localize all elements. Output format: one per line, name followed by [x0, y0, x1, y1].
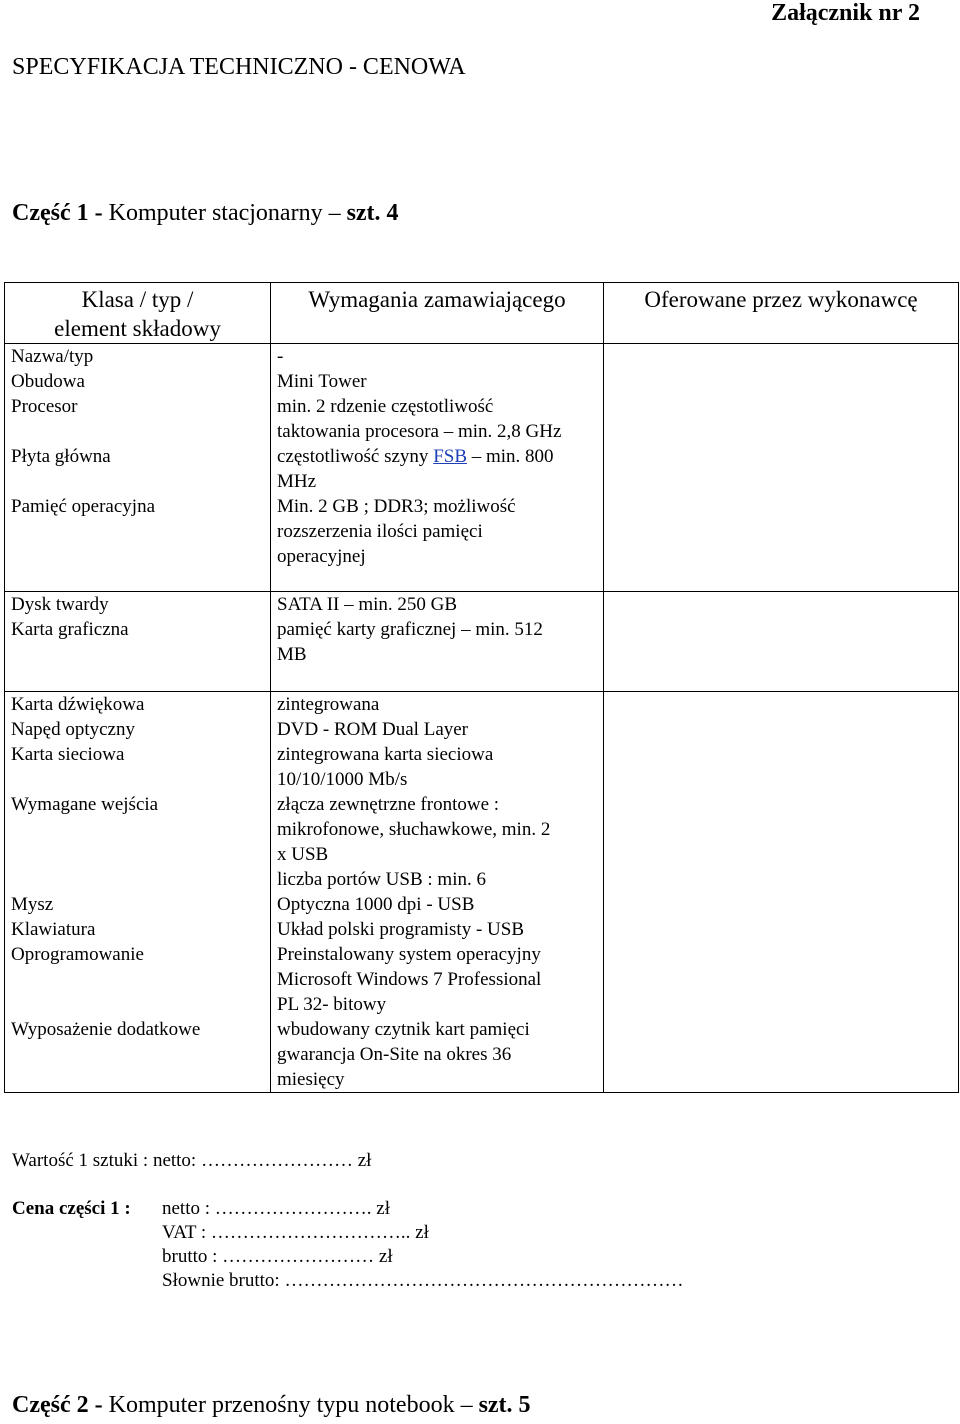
row-values: zintegrowana DVD - ROM Dual Layer zintegrowana karta sieciowa 10/10/1000 Mb/s złącza zewnętrzne frontowe : mikrofonowe, słuchawkowe, min. 2 x USB liczba portów USB : min. 6 Optyczna 1000 dpi - USB Układ polski programisty - USB Preinstalowany system operacyjny Microsoft Windows 7 Professional PL 32- bitowy wbudowany czytnik kart pamięci gwarancja On-Site na okres 36 miesięcy	[271, 692, 604, 1093]
table-header-row	[5, 283, 959, 344]
annex-label: Załącznik nr 2	[771, 0, 920, 26]
part1-desc: Komputer stacjonarny	[108, 200, 323, 226]
slownie-line: Słownie brutto: ………………………………………………………	[162, 1270, 684, 1291]
vat-line: VAT : ………………………….. zł	[162, 1222, 429, 1243]
spec-table	[4, 282, 959, 1093]
netto-line: netto : ……………………. zł	[162, 1198, 390, 1219]
unit-value-line: Wartość 1 sztuki : netto: …………………… zł	[12, 1150, 372, 1171]
part1-label: Część 1 -	[12, 200, 103, 226]
row-values	[271, 344, 604, 592]
table-row	[5, 344, 959, 592]
part1-qty: szt. 4	[346, 200, 399, 226]
part2-heading	[12, 1392, 531, 1419]
header-class: Klasa / typ / element składowy	[5, 283, 271, 344]
row-values: SATA II – min. 250 GB pamięć karty graficznej – min. 512 MB	[271, 592, 604, 692]
part2-desc: Komputer przenośny typu notebook	[108, 1392, 455, 1418]
price-label: Cena części 1 :	[12, 1198, 131, 1219]
row-offered	[604, 592, 959, 692]
part1-dash: –	[328, 200, 341, 226]
row-offered	[604, 344, 959, 592]
row-offered	[604, 692, 959, 1093]
part1-heading	[12, 200, 399, 227]
row-labels: Nazwa/typ Obudowa Procesor Płyta główna Pamięć operacyjna	[5, 344, 271, 592]
part2-qty: szt. 5	[478, 1392, 531, 1418]
header-offered: Oferowane przez wykonawcę	[604, 283, 959, 344]
header-requirements: Wymagania zamawiającego	[271, 283, 604, 344]
document-title: SPECYFIKACJA TECHNICZNO - CENOWA	[12, 54, 466, 80]
part2-dash: –	[460, 1392, 473, 1418]
row-labels: Dysk twardy Karta graficzna	[5, 592, 271, 692]
fsb-pre: częstotliwość szyny	[277, 446, 434, 467]
table-row	[5, 592, 959, 692]
row-labels: Karta dźwiękowa Napęd optyczny Karta sieciowa Wymagane wejścia Mysz Klawiatura Oprogramowanie Wyposażenie dodatkowe	[5, 692, 271, 1093]
fsb-post: – min. 800 MHz Min. 2 GB ; DDR3; możliwość rozszerzenia ilości pamięci operacyjnej	[277, 446, 554, 567]
fsb-link[interactable]: FSB	[433, 446, 467, 467]
brutto-line: brutto : …………………… zł	[162, 1246, 393, 1267]
table-row	[5, 692, 959, 1093]
part2-label: Część 2 -	[12, 1392, 103, 1418]
row-values-text: - Mini Tower min. 2 rdzenie częstotliwość taktowania procesora – min. 2,8 GHz	[277, 346, 562, 442]
